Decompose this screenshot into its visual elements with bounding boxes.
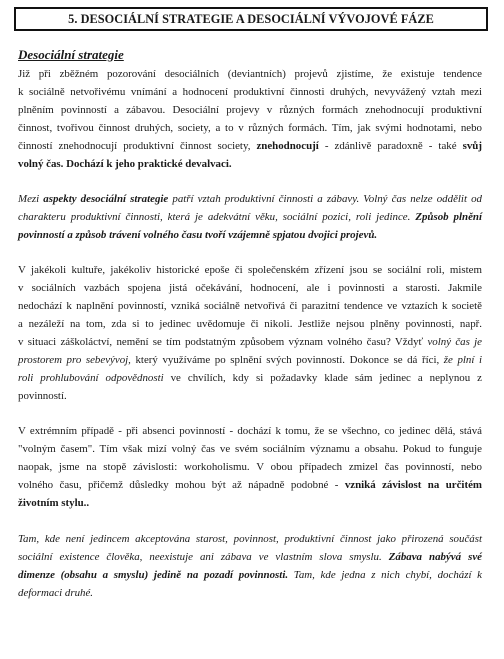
text-line: charakteru produktivní činnosti, která je adekvátní věku, sociální pozici, roli jedince. Způsob plnění xyxy=(18,211,482,223)
text-line: dimenze (obsahu a smyslu) jedině na pozadí povinnosti. Tam, kde jedna z nich chybí, dochází k xyxy=(18,569,482,581)
text-line: prostorem pro sebevývoj, který využíváme po splnění svých povinností. Dokonce se dá říci, že plní i xyxy=(18,354,482,366)
text-line: povinností a způsob trávení volného času tvoří vzájemně spjatou dvojici projevů. xyxy=(18,229,378,241)
text-line: povinností. xyxy=(18,390,67,402)
text-line: v situaci záškoláctví, nemění se tím podstatným způsobem význam volného času? Vždyť volný čas je xyxy=(18,336,482,348)
text-line: k sociálně netvořivému vnímání a hodnocení produktivní činnosti druhých, nevyvážený vztah mezi xyxy=(18,86,482,98)
text-line: roli prohlubování odpovědnosti ve chvílích, kdy si požadavky klade sám jedinec a neplynou z xyxy=(18,372,482,384)
text-line: V jakékoli kultuře, jakékoliv historické epoše či společenském zřízení jsou se sociální roli, mistem xyxy=(18,264,482,276)
text-line: deformaci druhé. xyxy=(18,587,94,599)
text-line: volného času, přičemž důsledky mohou být až nápadně podobné - vzniká závislost na určitém xyxy=(18,479,482,491)
text-line: činností znehodnocují produktivní činnost society, znehodnocují - zdánlivě paradoxně - také svůj xyxy=(18,140,482,152)
text-line: Mezi aspekty desociální strategie patří vztah produktivní činnosti a zábavy. Volný čas nelze oddělit od xyxy=(18,193,482,205)
text-line: volný čas. Dochází k jeho praktické devalvaci. xyxy=(18,158,232,170)
text-line: sociální existence člověka, neexistuje ani zábava ve vlastním slova smyslu. Zábava nabývá své xyxy=(18,551,482,563)
text-line: v sociálních vazbách spojena jistá očekávání, hodnocení, ale i povinnosti a starosti. Jakmile xyxy=(18,282,482,294)
text-line: naopak, jsme na stopě závislosti: workoholismu. V obou případech zmizel čas povinností, nebo xyxy=(18,461,482,473)
chapter-title: 5. DESOCIÁLNÍ STRATEGIE A DESOCIÁLNÍ VÝVOJOVÉ FÁZE xyxy=(14,7,488,31)
text-line: "volným časem". Tím však mizí volný čas ve svém sociálním významu a obsahu. Pokud to funguje xyxy=(18,443,482,455)
text-line: nedochází k naplnění povinností, vzniká sociálně netvořivá či parazitní tendence ve vztazích k societě xyxy=(18,300,482,312)
text-line: životním stylu.. xyxy=(18,497,90,509)
text-line: V extrémním případě - při absenci povinností - dochází k tomu, že se všechno, co jedinec dělá, stává xyxy=(18,425,482,437)
text-line: plněním povinností a zábavou. Desociální projevy v různých formách znehodnocují produktivní xyxy=(18,104,482,116)
text-line: a nezáleží na tom, zda si to jedinec uvědomuje či nikoli. Jestliže nejsou plněny povinnosti, např. xyxy=(18,318,482,330)
section-heading: Desociální strategie xyxy=(18,47,124,62)
text-line: činnost, tvořivou činnost druhých, society, a to v různých formách. Tím, jak svými hodnotami, nebo xyxy=(18,122,482,134)
text-line: Již při zběžném pozorování desociálních (deviantních) projevů zjistíme, že existuje tendence xyxy=(18,68,482,80)
text-line: Tam, kde není jedincem akceptována starost, povinnost, produktivní činnost jako přirozená součást xyxy=(18,533,482,545)
